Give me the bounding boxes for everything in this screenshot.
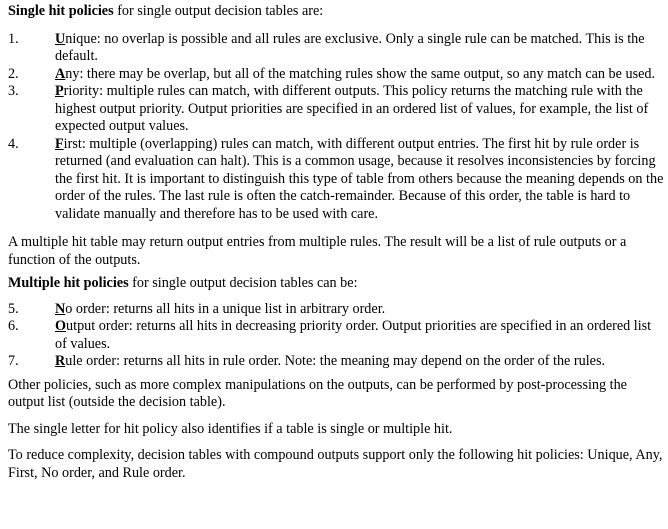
multiple-hit-intro-text: for single output decision tables can be: [128, 275, 358, 291]
document-page [8, 3, 664, 482]
list-number: 4. [8, 135, 19, 152]
list-item-priority [8, 83, 664, 136]
multiple-hit-intro [8, 275, 664, 293]
reduce-complexity-paragraph: To reduce complexity, decision tables with compound outputs support only the following hit policies: Unique, Any, First, No order, and Rule order. [8, 447, 663, 481]
multiple-hit-paragraph: A multiple hit table may return output entries from multiple rules. The result will be a list of rule outputs or a function of the outputs. [8, 234, 627, 268]
list-number: 2. [8, 65, 19, 82]
policy-description: : multiple rules can match, with different outputs. This policy returns the matching rule with the highest output priority. Output priorities are specified in an ordered list of values, for example, the list of expected output values. [55, 83, 649, 134]
policy-letter: F [55, 135, 64, 152]
policy-letter: A [55, 65, 66, 82]
list-item-any [8, 66, 664, 84]
single-hit-heading: Single hit policies [8, 3, 114, 19]
policy-word-rest: o order [65, 300, 106, 317]
list-number: 3. [8, 83, 19, 99]
other-policies-paragraph: Other policies, such as more complex manipulations on the outputs, can be performed by post-processing the output list (outside the decision table). [8, 376, 627, 410]
policy-description: : there may be overlap, but all of the matching rules show the same output, so any match can be used. [79, 65, 656, 82]
list-item-no-order [8, 301, 664, 319]
list-number: 7. [8, 353, 19, 369]
list-number: 6. [8, 318, 19, 334]
policy-letter: O [55, 318, 67, 334]
policy-description: : multiple (overlapping) rules can match, with different output entries. The first hit by rule order is returned (and evaluation can halt). This is a common usage, because it resolves inconsistencies by forcing the first hit. It is important to distinguish this type of table from others because the meaning depends on the order of the rules. The last rule is often the catch-remainder. Because of this order, the table is hard to validate manually and therefore has to be used with care. [55, 135, 664, 222]
policy-description: : returns all hits in decreasing priority order. Output priorities are specified in an ordered list of values. [55, 318, 652, 352]
policy-letter: R [55, 353, 66, 369]
policy-word-rest: riority [63, 83, 100, 99]
multiple-hit-heading: Multiple hit policies [8, 275, 129, 291]
single-letter-paragraph: The single letter for hit policy also identifies if a table is single or multiple hit. [8, 420, 453, 437]
policy-description: : returns all hits in a unique list in arbitrary order. [105, 300, 386, 317]
policy-word-rest: ny [65, 65, 80, 82]
policy-word-rest: nique [65, 30, 97, 47]
list-item-unique [8, 31, 664, 66]
policy-description: : returns all hits in rule order. Note: the meaning may depend on the order of the rules. [116, 353, 606, 369]
single-hit-intro-text: for single output decision tables are: [113, 3, 324, 19]
policy-word-rest: irst [63, 135, 82, 152]
single-hit-intro [8, 3, 664, 21]
list-item-rule-order [8, 353, 664, 371]
multiple-hit-list [8, 301, 664, 371]
policy-letter: N [55, 300, 66, 317]
policy-letter: U [55, 30, 66, 47]
list-item-first [8, 136, 664, 224]
policy-letter: P [55, 83, 64, 99]
policy-word-rest: ule order [65, 353, 117, 369]
policy-word-rest: utput order [66, 318, 129, 334]
list-item-output-order [8, 318, 664, 353]
list-number: 5. [8, 300, 19, 317]
list-number: 1. [8, 30, 19, 47]
single-hit-list [8, 31, 664, 224]
policy-description: : no overlap is possible and all rules are exclusive. Only a single rule can be matched. This is the default. [55, 30, 645, 64]
